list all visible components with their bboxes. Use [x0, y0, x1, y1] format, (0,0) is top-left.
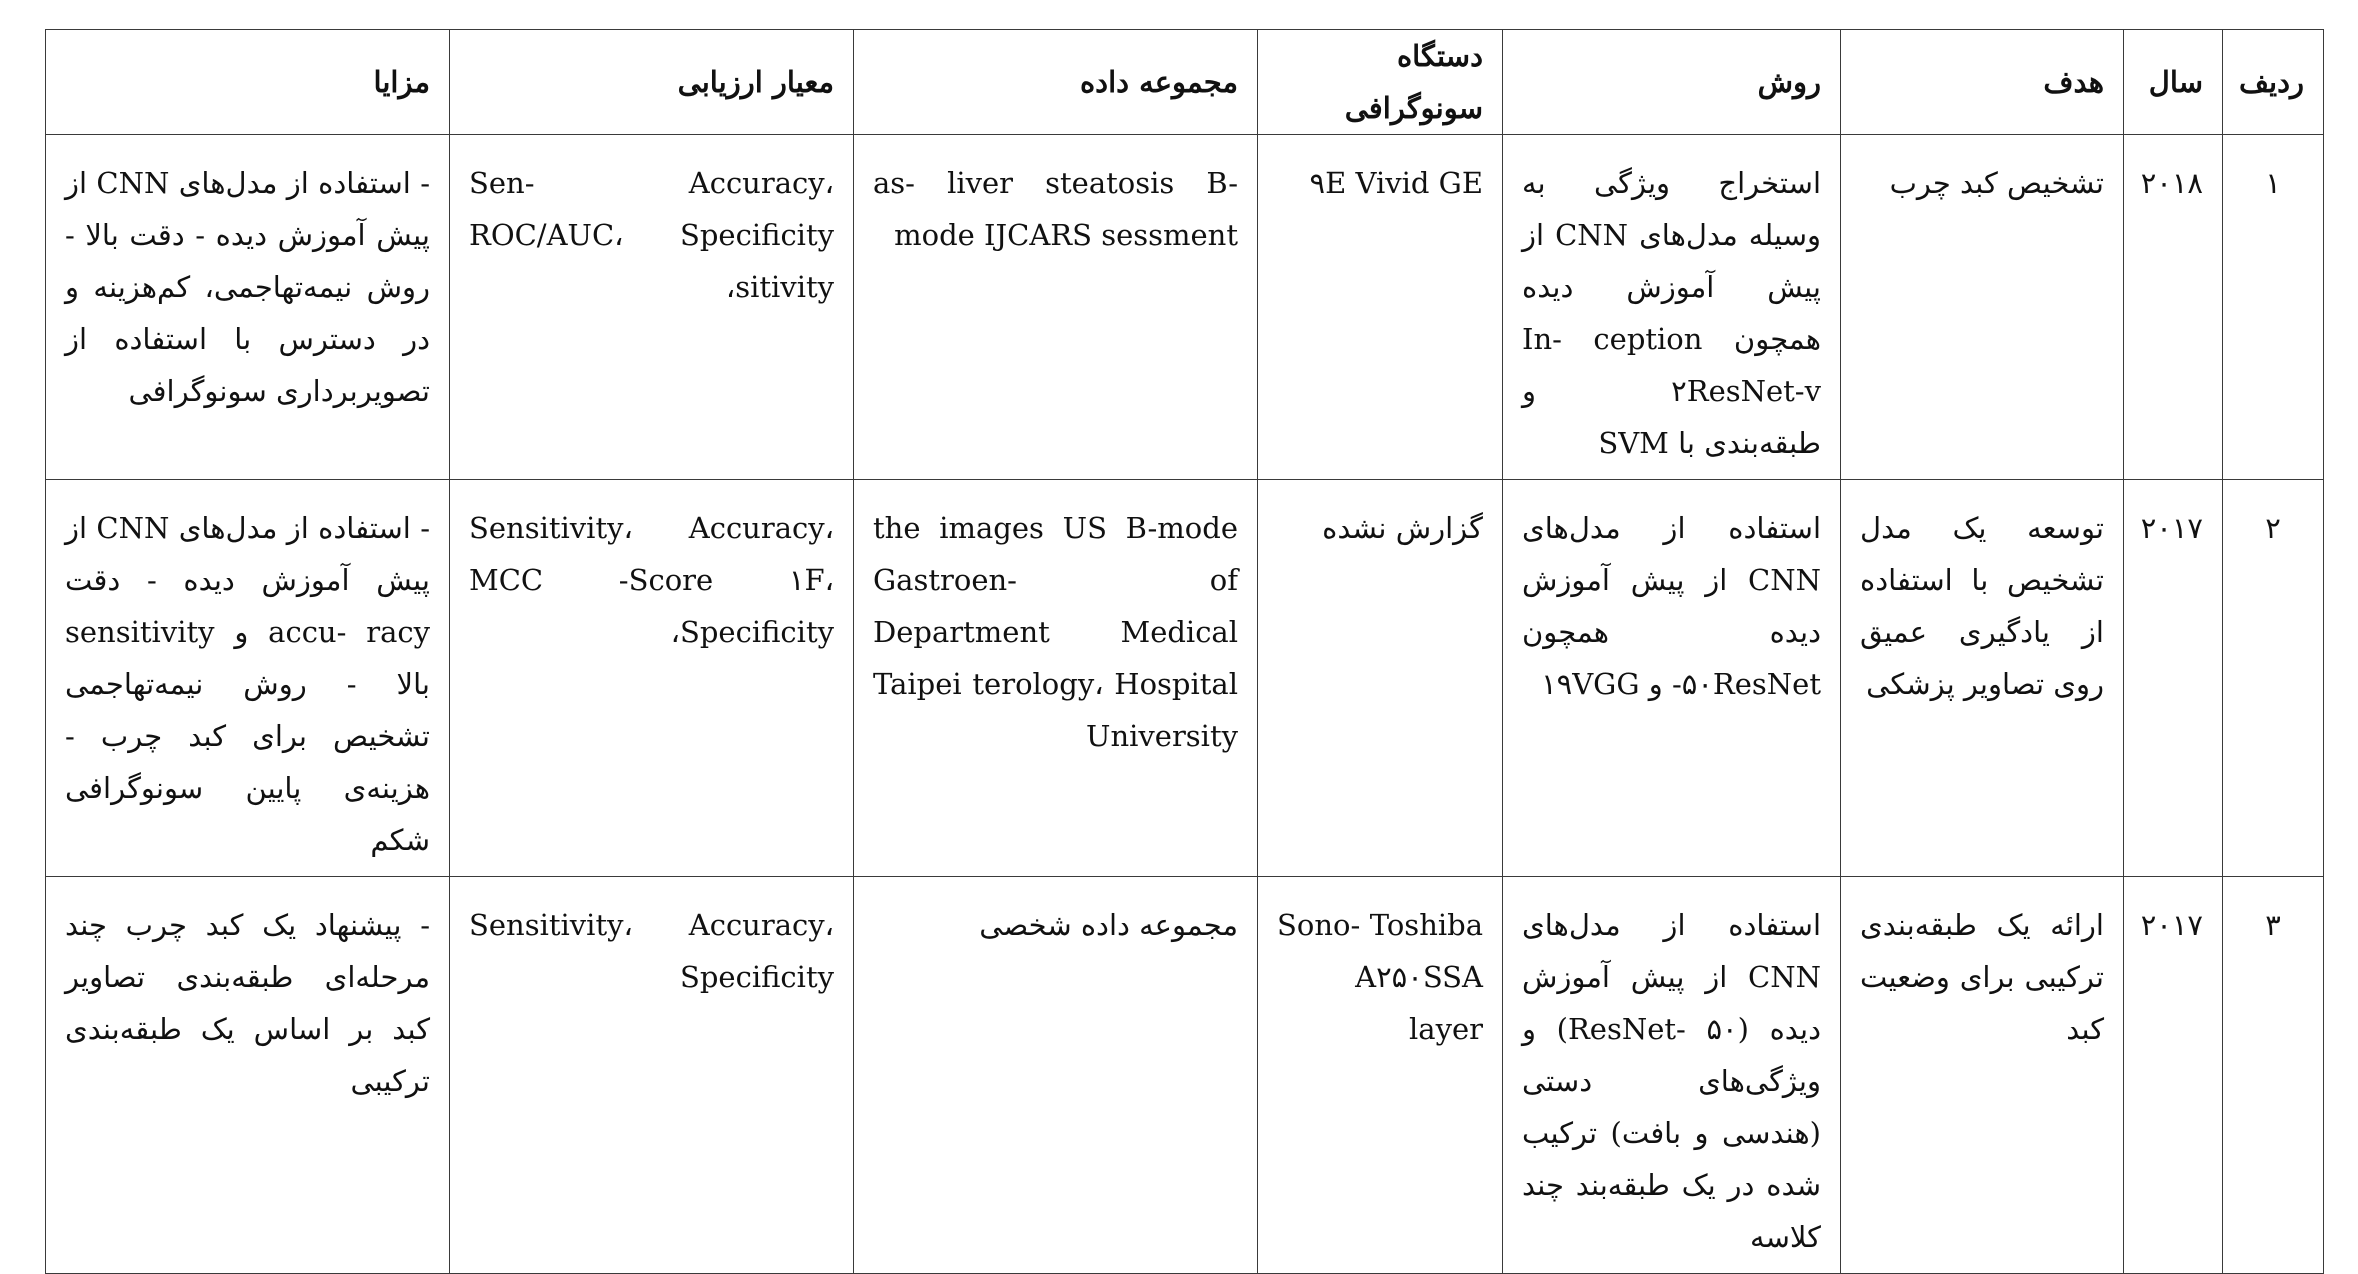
cell-row-number: ۳ [2223, 877, 2324, 1274]
header-dataset: مجموعه داده [854, 30, 1258, 135]
header-advantages: مزایا [46, 30, 450, 135]
cell-advantages: - استفاده از مدل‌های CNN از پیش آموزش دیده - دقت بالا - روش نیمه‌تهاجمی، کم‌هزینه و در دسترس با استفاده از تصویربرداری سونوگرافی [46, 135, 450, 480]
cell-row-number: ۱ [2223, 135, 2324, 480]
cell-device: گزارش نشده [1258, 480, 1503, 877]
header-goal: هدف [1841, 30, 2124, 135]
cell-year: ۲۰۱۷ [2124, 480, 2223, 877]
cell-device: Sono- Toshiba A۲۵۰SSA layer [1258, 877, 1503, 1274]
cell-dataset: as- liver steatosis B-mode IJCARS sessment [854, 135, 1258, 480]
comparison-table [45, 29, 2324, 1274]
cell-goal: ارائه یک طبقه‌بندی ترکیبی برای وضعیت کبد [1841, 877, 2124, 1274]
cell-row-number: ۲ [2223, 480, 2324, 877]
header-metric: معیار ارزیابی [450, 30, 854, 135]
header-row-number: ردیف [2223, 30, 2324, 135]
header-method: روش [1503, 30, 1841, 135]
cell-goal: تشخیص کبد چرب [1841, 135, 2124, 480]
cell-year: ۲۰۱۷ [2124, 877, 2223, 1274]
cell-dataset: مجموعه داده شخصی [854, 877, 1258, 1274]
header-device: دستگاه سونوگرافی [1258, 30, 1503, 135]
cell-metric: Sensitivity، Accuracy، Specificity [450, 877, 854, 1274]
cell-metric: Sensitivity، Accuracy، MCC -Score ۱F، Specificity، [450, 480, 854, 877]
cell-method: استفاده از مدل‌های CNN از پیش آموزش دیده همچون ۵۰ResNet- و ۱۹VGG [1503, 480, 1841, 877]
cell-goal: توسعه یک مدل تشخیص با استفاده از یادگیری عمیق روی تصاویر پزشکی [1841, 480, 2124, 877]
table-header-row [46, 30, 2324, 135]
cell-advantages: - استفاده از مدل‌های CNN از پیش آموزش دیده - دقت accu- racy و sensitivity بالا - روش نیمه‌تهاجمی تشخیص برای کبد چرب - هزینه‌ی پایین سونوگرافی شکم [46, 480, 450, 877]
cell-metric: Sen- Accuracy، ROC/AUC، Specificity sitivity، [450, 135, 854, 480]
cell-method: استخراج ویژگی به وسیله مدل‌های CNN از پیش آموزش دیده همچون In- ception ۲ResNet-v و طبقه‌بندی با SVM [1503, 135, 1841, 480]
comparison-table-container [45, 29, 2323, 1274]
cell-device: ۹E Vivid GE [1258, 135, 1503, 480]
cell-advantages: - پیشنهاد یک کبد چرب چند مرحله‌ای طبقه‌بندی تصاویر کبد بر اساس یک طبقه‌بندی ترکیبی [46, 877, 450, 1274]
cell-year: ۲۰۱۸ [2124, 135, 2223, 480]
cell-dataset: the images US B-mode Gastroen- of Department Medical Taipei terology، Hospital University [854, 480, 1258, 877]
table-row [46, 135, 2324, 480]
table-row [46, 877, 2324, 1274]
cell-method: استفاده از مدل‌های CNN از پیش آموزش دیده (ResNet- ۵۰) و ویژگی‌های دستی (هندسی و بافت) ترکیب شده در یک طبقه‌بند چند کلاسه [1503, 877, 1841, 1274]
table-row [46, 480, 2324, 877]
header-year: سال [2124, 30, 2223, 135]
